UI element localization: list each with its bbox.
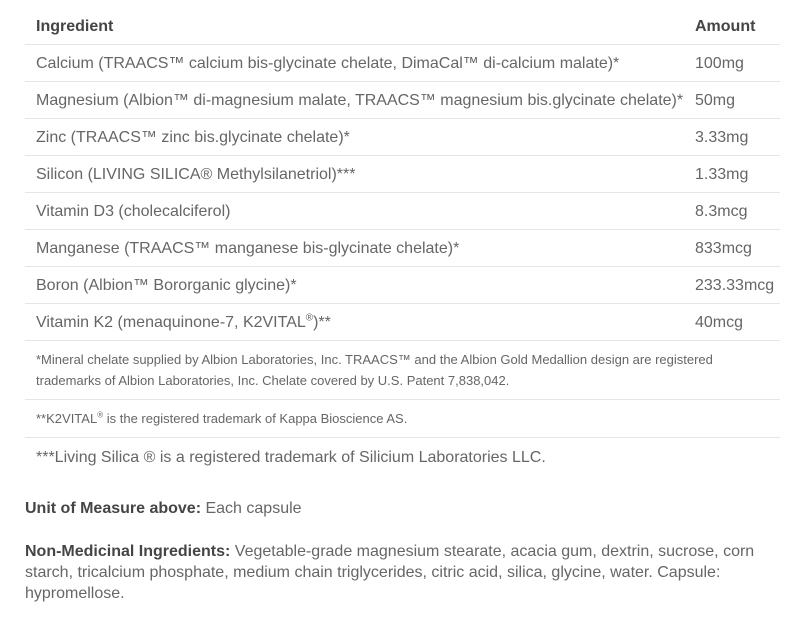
table-row [25, 45, 780, 82]
ingredient-cell: Silicon (LIVING SILICA® Methylsilanetriol)*** [25, 156, 695, 193]
footnote-row [25, 341, 780, 400]
amount-column-header: Amount [695, 8, 780, 45]
amount-cell: 3.33mg [695, 119, 780, 156]
footnote-row [25, 438, 780, 478]
unit-of-measure-value: Each capsule [205, 500, 302, 517]
non-medicinal-ingredients [25, 541, 780, 604]
table-row [25, 267, 780, 304]
footnote-text: **K2VITAL® is the registered trademark of Kappa Bioscience AS. [25, 400, 780, 438]
amount-cell: 833mcg [695, 230, 780, 267]
ingredient-cell: Boron (Albion™ Bororganic glycine)* [25, 267, 695, 304]
footnote-text: *Mineral chelate supplied by Albion Laboratories, Inc. TRAACS™ and the Albion Gold Medallion design are registered trademarks of Albion Laboratories, Inc. Chelate covered by U.S. Patent 7,838,042. [25, 341, 780, 400]
amount-cell: 100mg [695, 45, 780, 82]
registered-trademark-symbol: ® [305, 312, 314, 324]
amount-cell: 1.33mg [695, 156, 780, 193]
non-medicinal-label: Non-Medicinal Ingredients: [25, 543, 231, 560]
ingredient-table-body [25, 45, 780, 478]
amount-cell: 8.3mcg [695, 193, 780, 230]
table-header [25, 8, 780, 45]
ingredient-cell: Zinc (TRAACS™ zinc bis.glycinate chelate)* [25, 119, 695, 156]
amount-cell: 50mg [695, 82, 780, 119]
footnote-row [25, 400, 780, 438]
table-row [25, 304, 780, 341]
table-row [25, 82, 780, 119]
ingredient-cell: Vitamin D3 (cholecalciferol) [25, 193, 695, 230]
table-row [25, 156, 780, 193]
unit-of-measure [25, 498, 780, 520]
ingredient-cell: Vitamin K2 (menaquinone-7, K2VITAL®)** [25, 304, 695, 341]
amount-cell: 40mcg [695, 304, 780, 341]
header-row [25, 8, 780, 45]
unit-of-measure-label: Unit of Measure above: [25, 500, 202, 517]
ingredient-cell: Manganese (TRAACS™ manganese bis-glycinate chelate)* [25, 230, 695, 267]
ingredient-cell: Magnesium (Albion™ di-magnesium malate, TRAACS™ magnesium bis.glycinate chelate)* [25, 82, 695, 119]
table-row [25, 193, 780, 230]
registered-trademark-symbol: ® [97, 410, 104, 420]
ingredient-column-header: Ingredient [25, 8, 695, 45]
amount-cell: 233.33mcg [695, 267, 780, 304]
footnote-text: ***Living Silica ® is a registered trademark of Silicium Laboratories LLC. [36, 449, 546, 466]
table-row [25, 119, 780, 156]
ingredient-table [25, 8, 780, 477]
non-medicinal-value: Vegetable-grade magnesium stearate, acacia gum, dextrin, sucrose, corn starch, tricalcium phosphate, medium chain triglycerides, citric acid, silica, glycine, water. Capsule: hypromellose. [25, 543, 755, 602]
table-row [25, 230, 780, 267]
ingredient-cell: Calcium (TRAACS™ calcium bis-glycinate chelate, DimaCal™ di-calcium malate)* [25, 45, 695, 82]
